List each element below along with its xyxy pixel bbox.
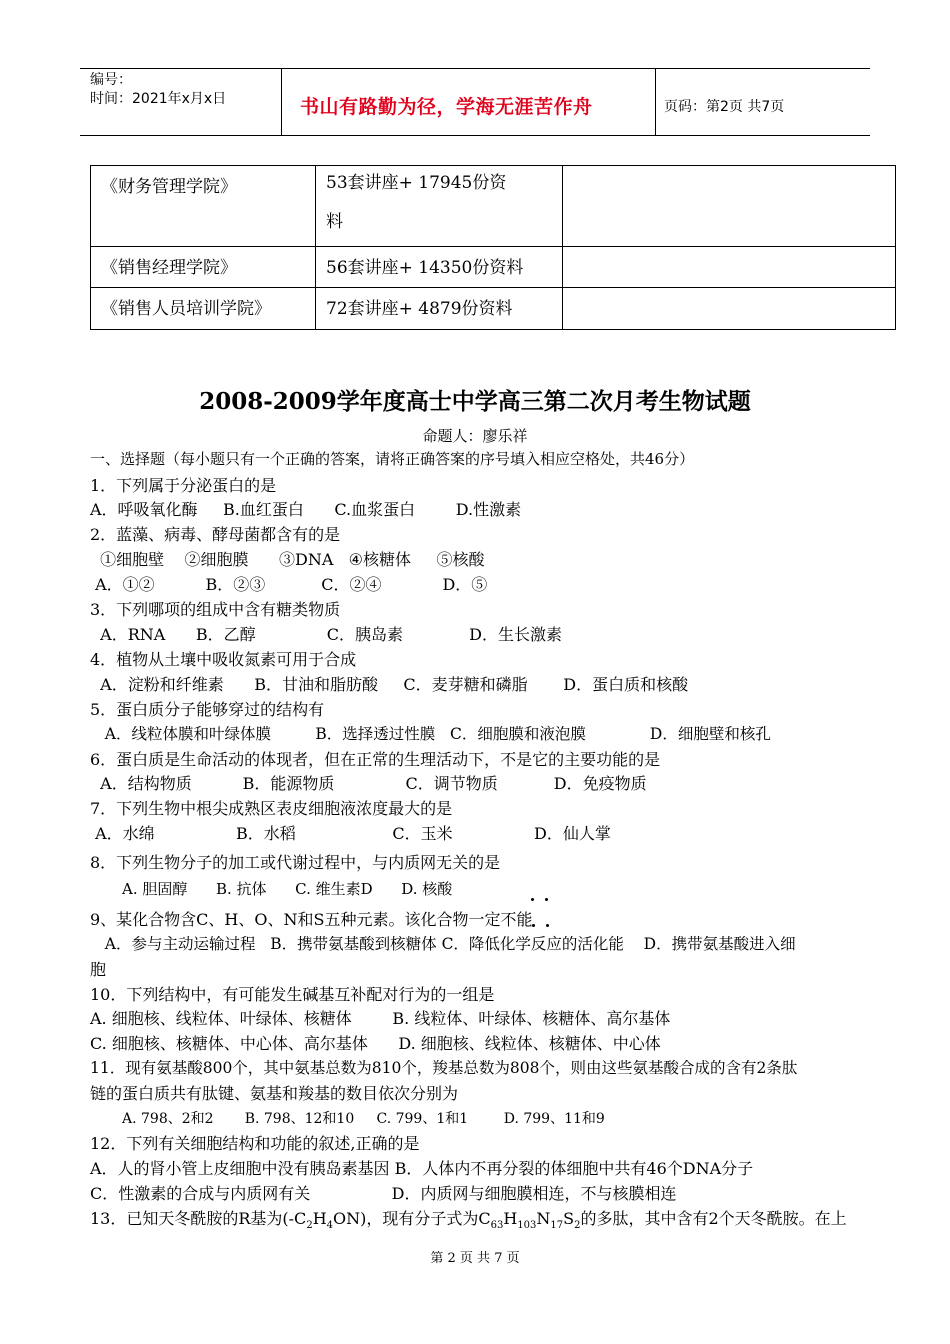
header-motto: 书山有路勤为径，学海无涯苦作舟 bbox=[300, 96, 593, 118]
formula-subscript: 4 bbox=[326, 1220, 334, 1232]
question-4-options: A．淀粉和纤维素 B．甘油和脂肪酸 C．麦芽糖和磷脂 D．蛋白质和核酸 bbox=[90, 675, 689, 694]
question-11-cont: 链的蛋白质共有肽键、氨基和羧基的数目依次分别为 bbox=[90, 1084, 459, 1103]
resource-name: 《销售经理学院》 bbox=[91, 247, 316, 288]
header-page-info: 页码：第2页 共7页 bbox=[664, 99, 785, 115]
question-8: 8．下列生物分子的加工或代谢过程中，与内质网无关的是 bbox=[90, 853, 501, 872]
table-row bbox=[91, 247, 896, 288]
emphasis-dot bbox=[531, 898, 534, 901]
exam-author: 命题人：廖乐祥 bbox=[422, 427, 528, 445]
question-13 bbox=[90, 1206, 847, 1231]
resource-empty-cell bbox=[563, 288, 896, 330]
formula-part: H bbox=[503, 1209, 518, 1228]
header-bottom-rule bbox=[80, 135, 870, 136]
formula-part: H bbox=[312, 1209, 327, 1228]
page-footer: 第 2 页 共 7 页 bbox=[430, 1251, 520, 1266]
question-6: 6．蛋白质是生命活动的体现者，但在正常的生理活动下，不是它的主要功能的是 bbox=[90, 750, 661, 769]
document-number: 编号： bbox=[90, 72, 132, 88]
question-2-options: A．①② B．②③ C．②④ D．⑤ bbox=[90, 575, 488, 594]
emphasis-dot bbox=[545, 898, 548, 901]
formula-part: S bbox=[563, 1209, 575, 1228]
question-10-options-ab: A. 细胞核、线粒体、叶绿体、核糖体 B. 线粒体、叶绿体、核糖体、高尔基体 bbox=[90, 1009, 671, 1028]
resource-name: 《财务管理学院》 bbox=[91, 166, 316, 247]
resource-name: 《销售人员培训学院》 bbox=[91, 288, 316, 330]
document-date: 时间：2021年x月x日 bbox=[90, 91, 227, 107]
exam-title: 2008-2009学年度高士中学高三第二次月考生物试题 bbox=[199, 388, 751, 415]
formula-subscript: 63 bbox=[490, 1220, 504, 1232]
resource-empty-cell bbox=[563, 247, 896, 288]
table-row bbox=[91, 166, 896, 247]
header-divider-1 bbox=[281, 68, 282, 135]
resource-table bbox=[90, 165, 896, 330]
resource-desc: 72套讲座+ 4879份资料 bbox=[316, 288, 563, 330]
section-heading: 一、选择题（每小题只有一个正确的答案，请将正确答案的序号填入相应空格处，共46分） bbox=[90, 450, 695, 468]
question-5: 5．蛋白质分子能够穿过的结构有 bbox=[90, 700, 325, 719]
resource-desc: 56套讲座+ 14350份资料 bbox=[316, 247, 563, 288]
question-12-options-ab: A．人的肾小管上皮细胞中没有胰岛素基因 B．人体内不再分裂的体细胞中共有46个DNA分子 bbox=[90, 1159, 754, 1178]
emphasis-dot bbox=[532, 924, 535, 927]
emphasis-dot bbox=[546, 924, 549, 927]
formula-subscript: 103 bbox=[517, 1220, 537, 1232]
resource-desc bbox=[316, 166, 563, 247]
table-row bbox=[91, 288, 896, 330]
formula-subscript: 2 bbox=[306, 1220, 313, 1232]
question-13-text: ON)，现有分子式为C bbox=[333, 1209, 491, 1228]
question-9: 9、某化合物含C、H、O、N和S五种元素。该化合物一定不能 bbox=[90, 910, 533, 929]
question-2-items: ①细胞壁 ②细胞膜 ③DNA ④核糖体 ⑤核酸 bbox=[90, 550, 485, 569]
question-10-options-cd: C. 细胞核、核糖体、中心体、高尔基体 D. 细胞核、线粒体、核糖体、中心体 bbox=[90, 1034, 661, 1053]
question-13-text: 13．已知天冬酰胺的R基为(-C bbox=[90, 1209, 307, 1228]
question-8-options: A. 胆固醇 B. 抗体 C. 维生素D D. 核酸 bbox=[122, 880, 453, 898]
question-11-options: A. 798、2和2 B. 798、12和10 C. 799、1和1 D. 799、11和9 bbox=[122, 1111, 605, 1127]
resource-desc-line: 53套讲座+ 17945份资 bbox=[326, 173, 507, 193]
question-9-options-cont: 胞 bbox=[90, 960, 107, 979]
question-3-options: A．RNA B．乙醇 C．胰岛素 D．生长激素 bbox=[90, 625, 562, 644]
header-divider-2 bbox=[655, 68, 656, 135]
question-6-options: A．结构物质 B．能源物质 C．调节物质 D．免疫物质 bbox=[90, 774, 647, 793]
question-2: 2．蓝藻、病毒、酵母菌都含有的是 bbox=[90, 525, 341, 544]
question-7-options: A．水绵 B．水稻 C．玉米 D．仙人掌 bbox=[90, 824, 611, 843]
formula-subscript: 17 bbox=[550, 1220, 564, 1232]
question-9-options: A．参与主动运输过程 B．携带氨基酸到核糖体 C．降低化学反应的活化能 D．携带氨基酸进入细 bbox=[90, 935, 796, 953]
question-13-text: 的多肽，其中含有2个天冬酰胺。在上 bbox=[580, 1209, 847, 1228]
resource-empty-cell bbox=[563, 166, 896, 247]
question-7: 7．下列生物中根尖成熟区表皮细胞液浓度最大的是 bbox=[90, 799, 453, 818]
question-11: 11．现有氨基酸800个，其中氨基总数为810个，羧基总数为808个，则由这些氨基酸合成的含有2条肽 bbox=[90, 1059, 798, 1077]
question-12: 12．下列有关细胞结构和功能的叙述,正确的是 bbox=[90, 1134, 420, 1153]
question-4: 4．植物从土壤中吸收氮素可用于合成 bbox=[90, 650, 357, 669]
question-1: 1．下列属于分泌蛋白的是 bbox=[90, 476, 277, 495]
formula-subscript: 2 bbox=[574, 1220, 581, 1232]
question-10: 10．下列结构中，有可能发生碱基互补配对行为的一组是 bbox=[90, 985, 495, 1004]
resource-desc-line: 料 bbox=[326, 212, 343, 232]
formula-part: N bbox=[536, 1209, 551, 1228]
question-1-options: A．呼吸氧化酶 B.血红蛋白 C.血浆蛋白 D.性激素 bbox=[90, 500, 522, 519]
header-top-rule bbox=[80, 68, 870, 69]
question-12-options-cd: C．性激素的合成与内质网有关 D．内质网与细胞膜相连，不与核膜相连 bbox=[90, 1184, 677, 1203]
question-5-options: A．线粒体膜和叶绿体膜 B．选择透过性膜 C．细胞膜和液泡膜 D．细胞壁和核孔 bbox=[90, 725, 771, 743]
question-3: 3．下列哪项的组成中含有糖类物质 bbox=[90, 600, 341, 619]
